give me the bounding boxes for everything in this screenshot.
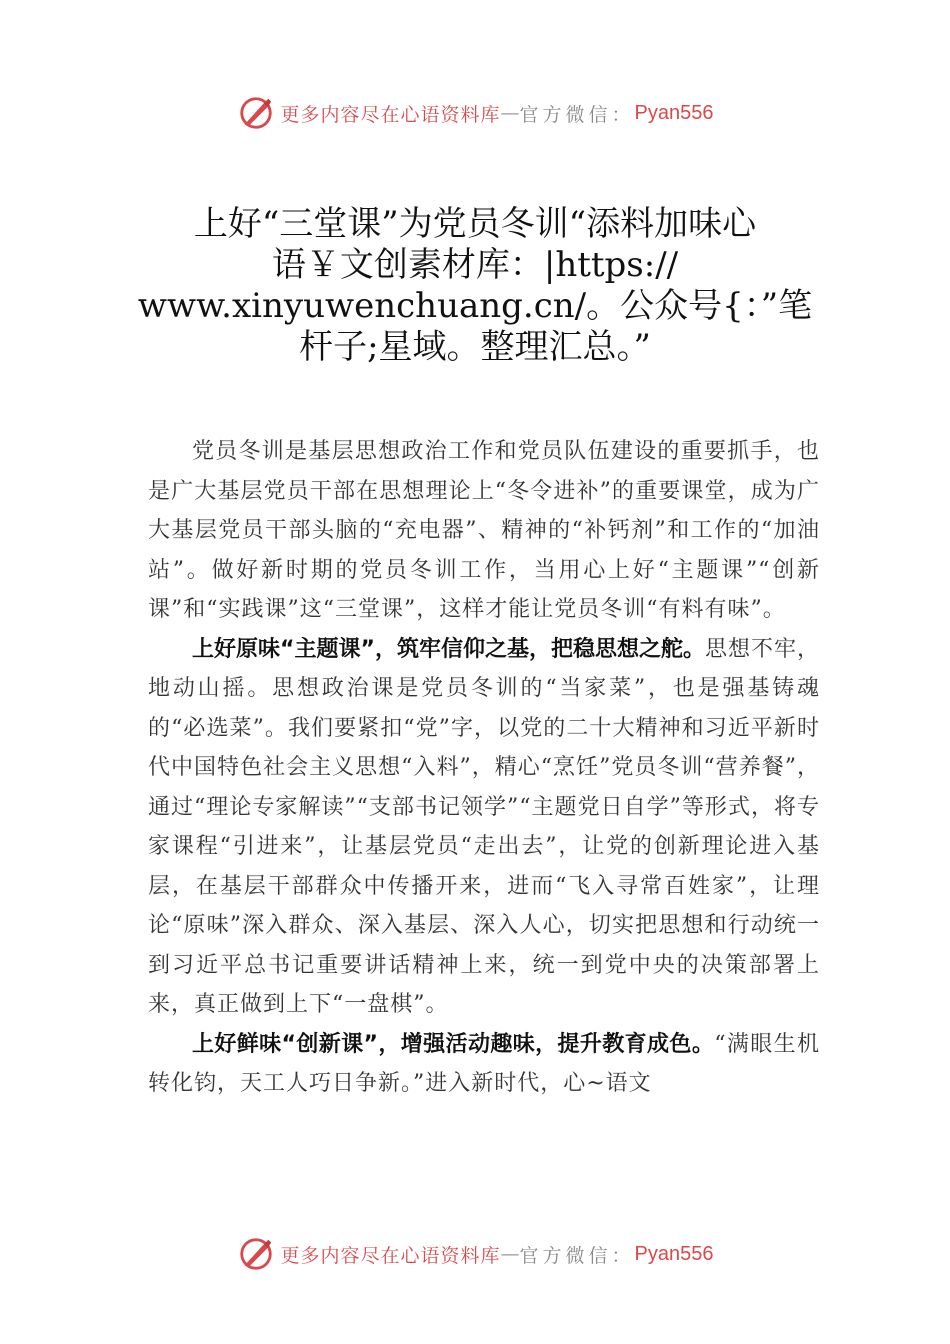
banner-wechat-id: Pyan556 xyxy=(634,101,714,124)
document-body xyxy=(148,432,820,1104)
banner-dash: — xyxy=(500,1243,520,1265)
paragraph-text: 思想不牢，地动山摇。思想政治课是党员冬训的“当家菜”，也是强基铸魂的“必选菜”。我们要紧扣“党”字，以党的二十大精神和习近平新时代中国特色社会主义思想“入料”，精心“烹饪”党员冬训“营养餐”，通过“理论专家解读”“支部书记领学”“主题党日自学”等形式，将专家课程“引进来”，让基层党员“走出去”，让党的创新理论进入基层，在基层干部群众中传播开来，进而“飞入寻常百姓家”，让理论“原味”深入群众、深入基层、深入人心，切实把思想和行动统一到习近平总书记重要讲话精神上来，统一到党中央的决策部署上来，真正做到上下“一盘棋”。 xyxy=(148,636,821,1017)
document-title xyxy=(120,204,830,368)
banner-dash: — xyxy=(500,102,520,124)
title-line-1: 上好“三堂课”为党员冬训“添料加味心 xyxy=(193,204,757,244)
title-line-4: 杆子;星域。整理汇总。” xyxy=(299,327,651,367)
title-line-3: www.xinyuwenchuang.cn/。公众号{：”笔 xyxy=(137,286,813,326)
banner-wechat-label: 官方微信： xyxy=(519,103,635,126)
paragraph-heading: 上好原味“主题课”，筑牢信仰之基，把稳思想之舵。 xyxy=(192,636,705,662)
banner-wechat-label: 官方微信： xyxy=(519,1244,635,1267)
banner-wechat-id: Pyan556 xyxy=(634,1242,714,1265)
title-line-2: 语￥文创素材库：|https:// xyxy=(271,245,679,285)
paragraph-innovation-lesson xyxy=(148,1025,820,1104)
paragraph-theme-lesson xyxy=(148,630,820,1025)
banner-text: 更多内容尽在心语资料库 xyxy=(280,103,501,126)
header-banner xyxy=(0,94,950,132)
banner-text: 更多内容尽在心语资料库 xyxy=(280,1244,501,1267)
pen-logo-icon xyxy=(237,94,275,132)
paragraph-heading: 上好鲜味“创新课”，增强活动趣味，提升教育成色。 xyxy=(192,1031,715,1057)
footer-banner xyxy=(0,1235,950,1273)
pen-logo-icon xyxy=(237,1235,275,1273)
paragraph-text: “满眼生机转化钧，天工人巧日争新。”进入新时代，心~语文 xyxy=(148,1031,820,1096)
paragraph-intro: 党员冬训是基层思想政治工作和党员队伍建设的重要抓手，也是广大基层党员干部在思想理论上“冬令进补”的重要课堂，成为广大基层党员干部头脑的“充电器”、精神的“补钙剂”和工作的“加油站”。做好新时期的党员冬训工作，当用心上好“主题课”“创新课”和“实践课”这“三堂课”，这样才能让党员冬训“有料有味”。 xyxy=(148,439,820,622)
